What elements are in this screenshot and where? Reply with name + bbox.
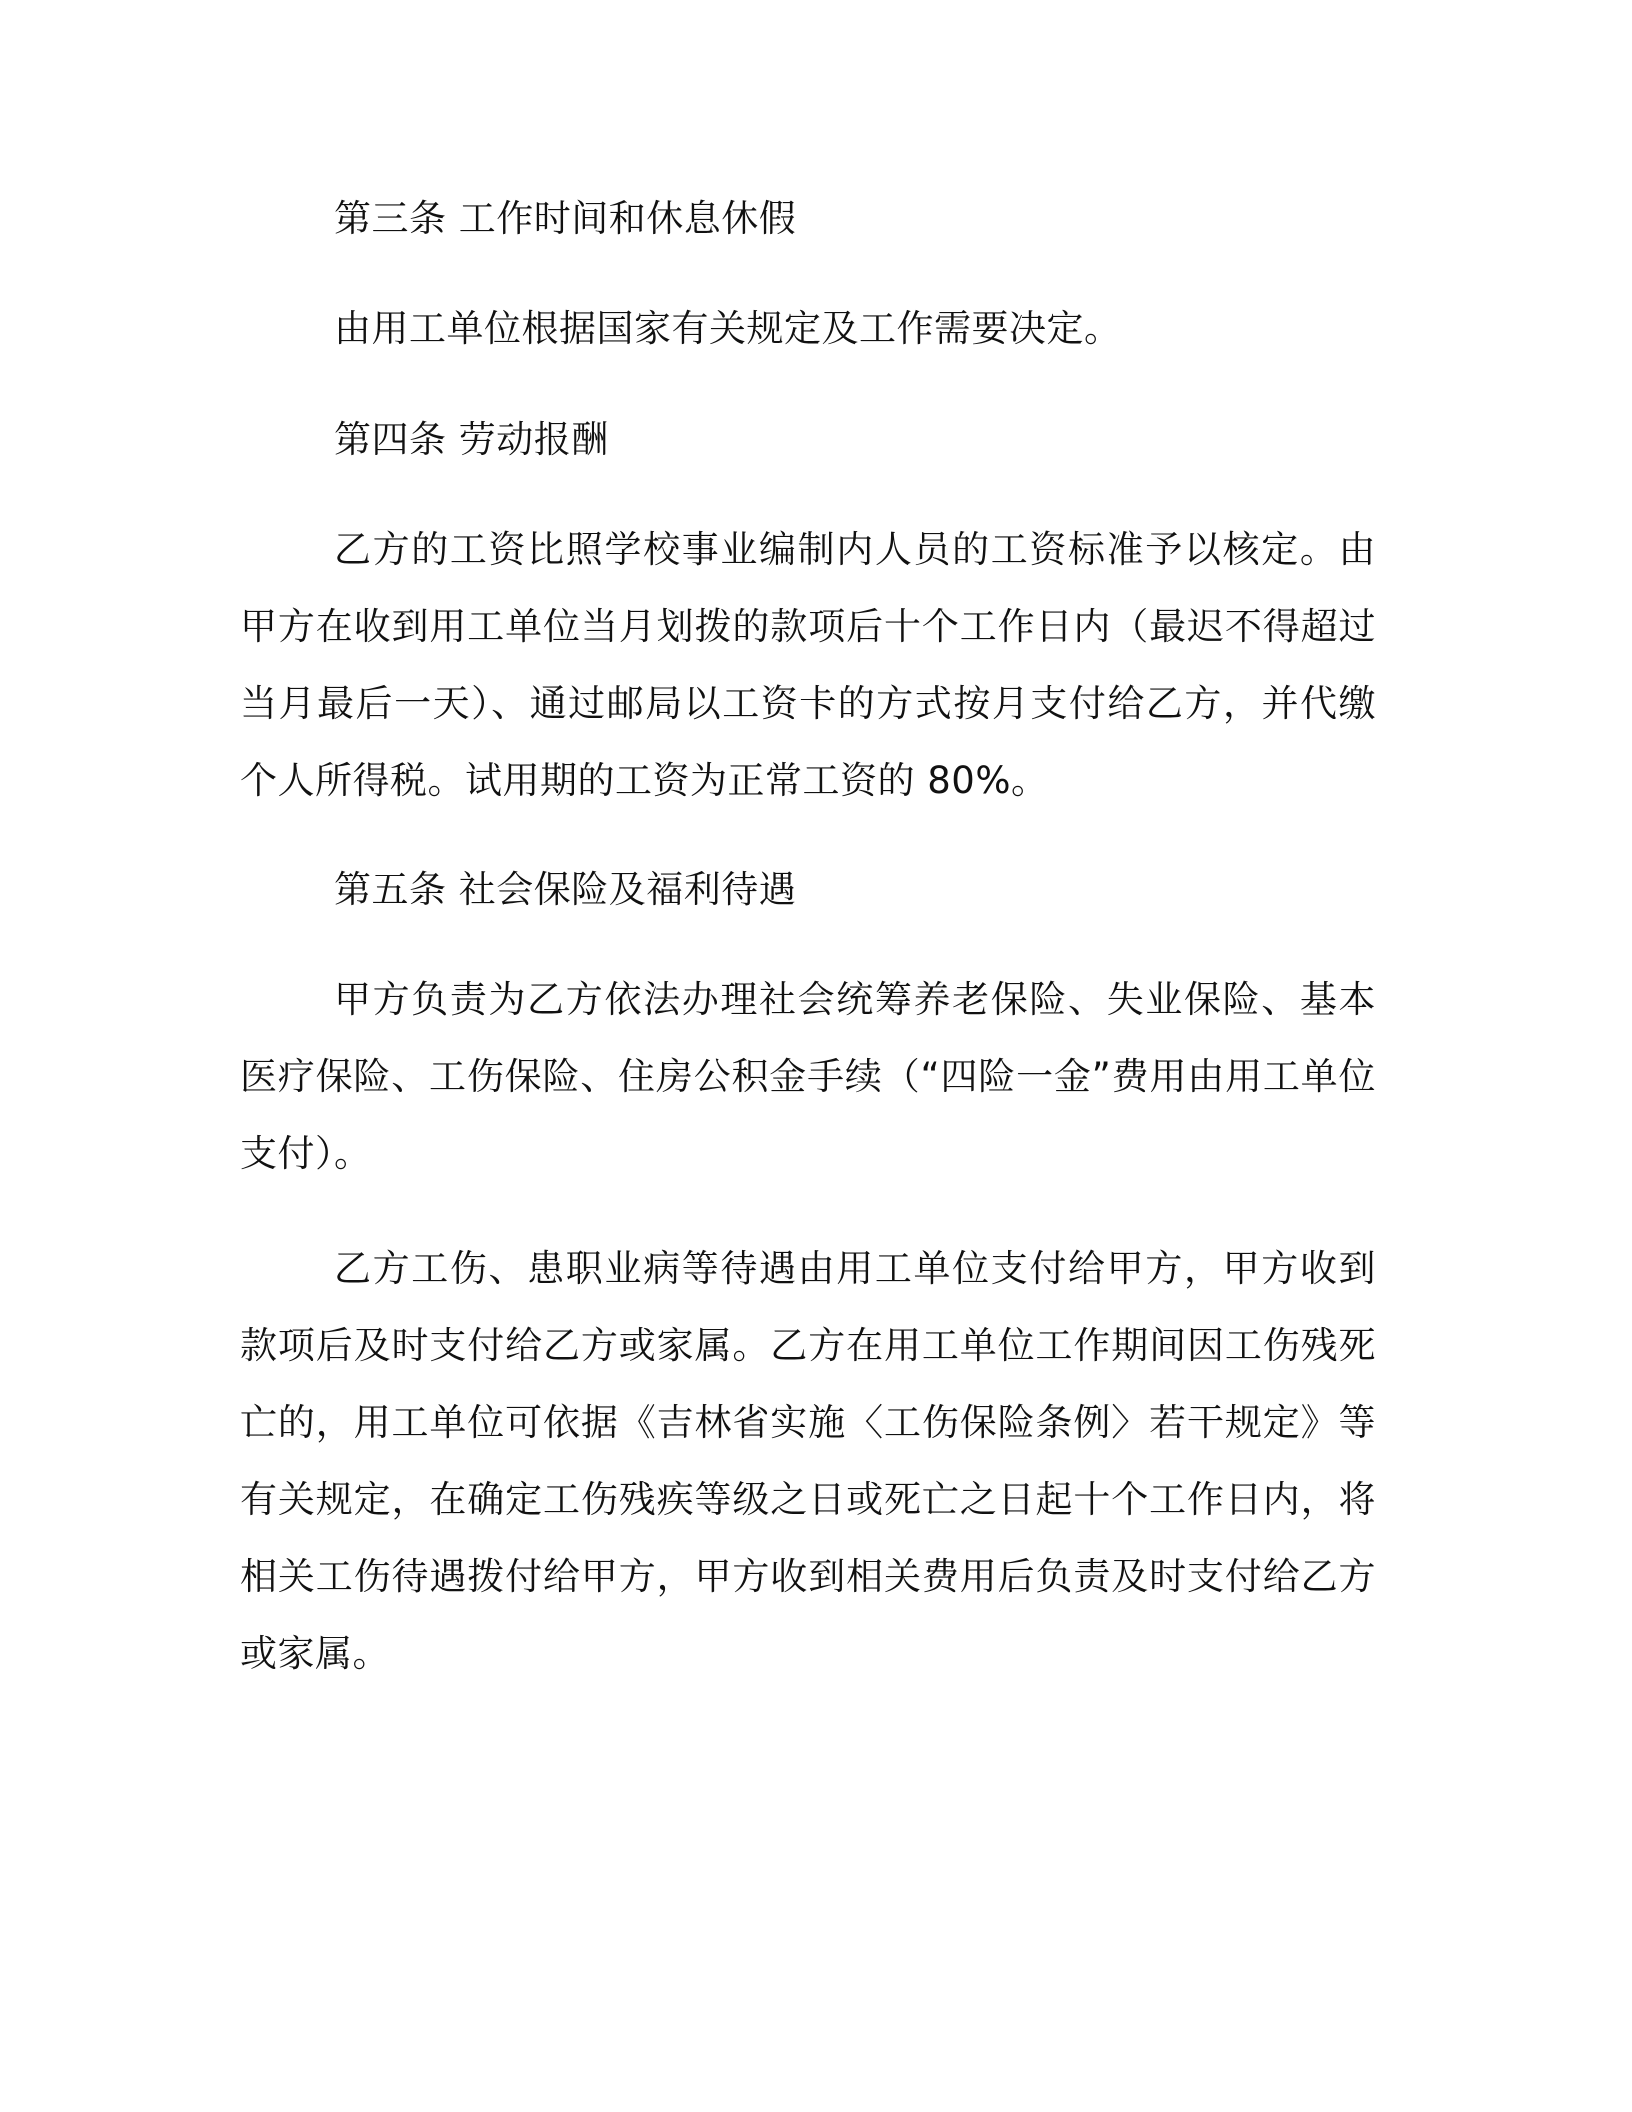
article-4-paragraph-1: 乙方的工资比照学校事业编制内人员的工资标准予以核定。由甲方在收到用工单位当月划拨的款项后十个工作日内（最迟不得超过当月最后一天）、通过邮局以工资卡的方式按月支付给乙方，并代缴个人所得税。试用期的工资为正常工资的 80%。 [240, 528, 1376, 802]
article-5-paragraph-2: 乙方工伤、患职业病等待遇由用工单位支付给甲方，甲方收到款项后及时支付给乙方或家属。乙方在用工单位工作期间因工伤残死亡的，用工单位可依据《吉林省实施〈工伤保险条例〉若干规定》等有关规定，在确定工伤残疾等级之日或死亡之日起十个工作日内，将相关工伤待遇拨付给甲方，甲方收到相关费用后负责及时支付给乙方或家属。 [240, 1247, 1376, 1675]
document-content [240, 186, 1376, 1730]
article-5-heading: 第五条 社会保险及福利待遇 [334, 868, 797, 911]
article-3-paragraph-1: 由用工单位根据国家有关规定及工作需要决定。 [334, 307, 1122, 350]
article-4-heading: 第四条 劳动报酬 [334, 418, 609, 461]
article-3-heading: 第三条 工作时间和休息休假 [334, 197, 797, 240]
article-5-paragraph-1: 甲方负责为乙方依法办理社会统筹养老保险、失业保险、基本医疗保险、工伤保险、住房公积金手续（“四险一金”费用由用工单位支付）。 [240, 978, 1376, 1175]
